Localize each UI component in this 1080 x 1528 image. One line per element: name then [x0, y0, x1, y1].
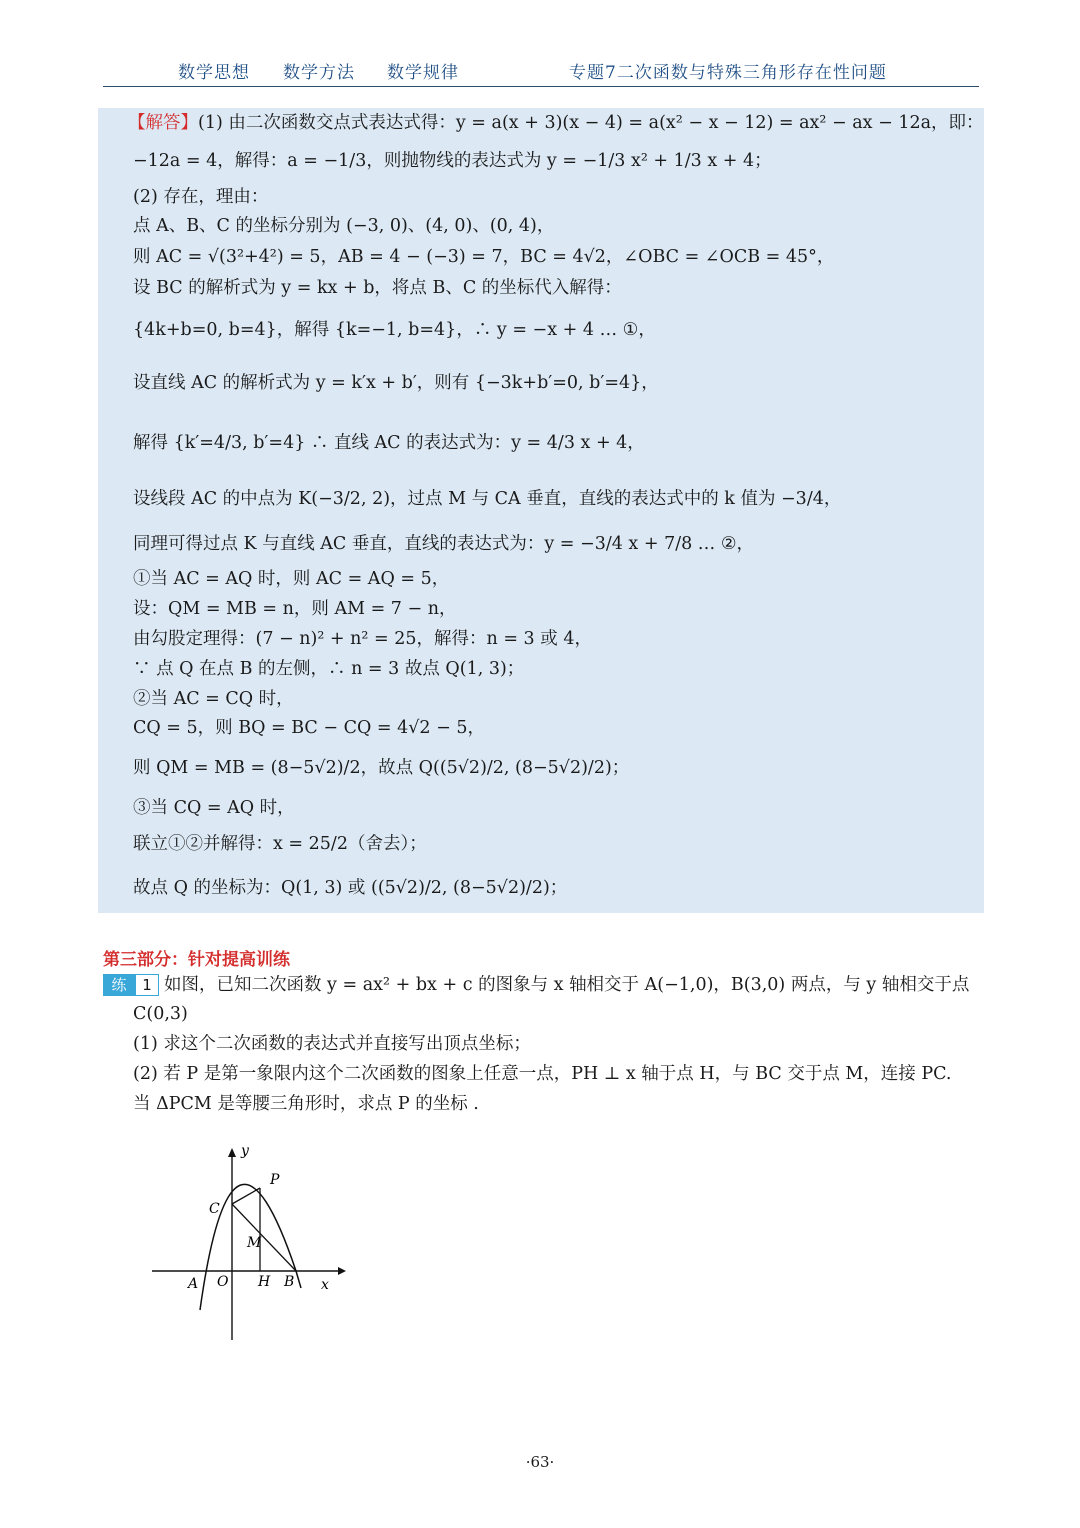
exercise-badge-label: 练 [103, 974, 135, 996]
solution-line-4: 点 A、B、C 的坐标分别为 (−3, 0)、(4, 0)、(0, 4)， [133, 216, 555, 236]
solution-line-18: 则 QM = MB = (8−5√2)/2，故点 Q((5√2)/2, (8−5√2)/2)； [133, 758, 630, 778]
exercise-line-3: (1) 求这个二次函数的表达式并直接写出顶点坐标； [133, 1034, 531, 1054]
solution-line-8: 设直线 AC 的解析式为 y = k′x + b′，则有 {−3k+b′=0, b′=4}， [133, 373, 659, 393]
parabola-figure [148, 1140, 353, 1345]
label-m: M [247, 1235, 262, 1251]
segment-bc [232, 1204, 296, 1271]
solution-line-19: ③当 CQ = AQ 时， [133, 798, 295, 818]
label-b: B [284, 1274, 295, 1290]
label-y: y [241, 1143, 249, 1159]
exercise-badge [103, 974, 157, 996]
label-a: A [188, 1276, 199, 1292]
solution-line-21: 故点 Q 的坐标为：Q(1, 3) 或 ((5√2)/2, (8−5√2)/2)； [133, 878, 568, 898]
page-number: ·63· [525, 1453, 555, 1471]
solution-line-10: 设线段 AC 的中点为 K(−3/2, 2)，过点 M 与 CA 垂直，直线的表达式中的 k 值为 −3/4， [133, 489, 842, 509]
label-h: H [258, 1274, 271, 1290]
exercise-line-5: 当 ΔPCM 是等腰三角形时，求点 P 的坐标 . [133, 1094, 479, 1114]
exercise-line-2: C(0,3) [133, 1004, 188, 1024]
solution-line-6: 设 BC 的解析式为 y = kx + b，将点 B、C 的坐标代入解得： [133, 278, 622, 298]
solution-tag: 【解答】 [128, 113, 198, 133]
label-o: O [217, 1274, 229, 1290]
solution-line-7: {4k+b=0, b=4}，解得 {k=−1, b=4}，∴ y = −x + 4 … ①， [133, 320, 656, 340]
solution-line-3: (2) 存在，理由： [133, 187, 269, 207]
page-header [103, 58, 979, 87]
header-topic-title: 专题7二次函数与特殊三角形存在性问题 [569, 63, 887, 83]
x-axis-arrow-icon [338, 1267, 346, 1275]
solution-line-9: 解得 {k′=4/3, b′=4} ∴ 直线 AC 的表达式为：y = 4/3 x + 4， [133, 433, 645, 453]
solution-line-16: ②当 AC = CQ 时， [133, 689, 294, 709]
solution-line-17: CQ = 5，则 BQ = BC − CQ = 4√2 − 5， [133, 718, 485, 738]
label-c: C [209, 1201, 220, 1217]
section-title: 第三部分：针对提高训练 [103, 950, 290, 970]
solution-line-11: 同理可得过点 K 与直线 AC 垂直，直线的表达式为：y = −3/4 x + 7/8 … ②， [133, 534, 755, 554]
solution-line-1: 【解答】(1) 由二次函数交点式表达式得：y = a(x + 3)(x − 4) = a(x² − x − 12) = ax² − ax − 12a，即： [128, 113, 984, 133]
exercise-line-1: 如图，已知二次函数 y = ax² + bx + c 的图象与 x 轴相交于 A(−1,0)，B(3,0) 两点，与 y 轴相交于点 [164, 975, 970, 995]
solution-line-5: 则 AC = √(3²+4²) = 5，AB = 4 − (−3) = 7，BC = 4√2，∠OBC = ∠OCB = 45°， [133, 247, 835, 267]
solution-line-12: ①当 AC = AQ 时，则 AC = AQ = 5， [133, 569, 450, 589]
header-item-math-rule: 数学规律 [387, 63, 459, 83]
solution-line-20: 联立①②并解得：x = 25/2（舍去）； [133, 834, 427, 854]
exercise-line-4: (2) 若 P 是第一象限内这个二次函数的图象上任意一点，PH ⊥ x 轴于点 H，与 BC 交于点 M，连接 PC. [133, 1064, 952, 1084]
label-x: x [321, 1277, 329, 1293]
y-axis-arrow-icon [228, 1148, 236, 1157]
header-item-math-thought: 数学思想 [178, 63, 250, 83]
solution-line-14: 由勾股定理得：(7 − n)² + n² = 25，解得：n = 3 或 4， [133, 629, 592, 649]
solution-line-2: −12a = 4，解得：a = −1/3，则抛物线的表达式为 y = −1/3 x² + 1/3 x + 4； [133, 151, 772, 171]
solution-line-13: 设：QM = MB = n，则 AM = 7 − n， [133, 599, 457, 619]
label-p: P [270, 1172, 280, 1188]
exercise-badge-number: 1 [135, 974, 159, 996]
header-item-math-method: 数学方法 [283, 63, 355, 83]
solution-line-15: ∵ 点 Q 在点 B 的左侧，∴ n = 3 故点 Q(1, 3)； [133, 659, 525, 679]
segment-pc [232, 1188, 260, 1204]
